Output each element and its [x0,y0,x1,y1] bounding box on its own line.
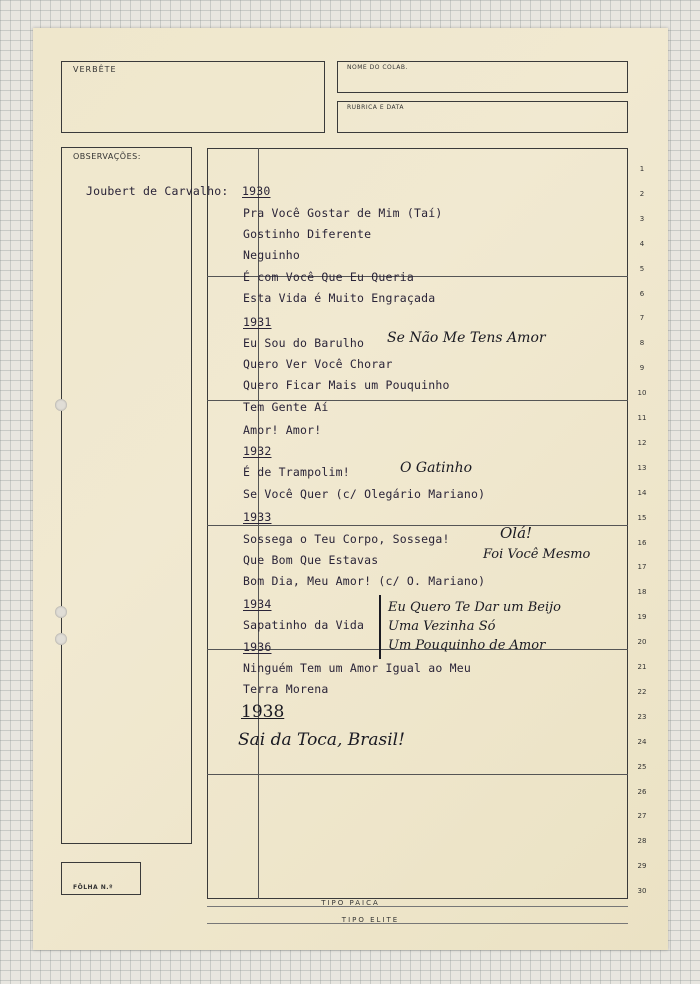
line-number: 29 [637,862,647,871]
handwritten-note: Foi Você Mesmo [483,547,591,562]
year-1934: 1934 [243,597,272,611]
handwritten-note: Eu Quero Te Dar um Beijo [388,600,561,615]
line-number: 21 [637,663,647,671]
footer-elite-label: TIPO ELITE [341,916,400,924]
line-number: 15 [637,513,647,522]
line-number: 25 [637,762,647,771]
rubrica-data-label: RUBRICA E DATA [347,104,404,111]
punch-hole [55,399,67,411]
line-number: 20 [637,638,647,647]
song-line: Quero Ver Você Chorar [243,357,393,371]
handwritten-note: Sai da Toca, Brasil! [238,730,405,750]
line-number: 6 [639,289,645,298]
handwritten-bracket [379,595,381,659]
line-number: 12 [637,438,647,447]
line-number: 26 [637,787,647,796]
footer-paica-label: TIPO PAICA [321,899,380,907]
song-line: É com Você Que Eu Queria [243,270,414,284]
line-number: 13 [637,463,647,472]
nome-colab-label: NOME DO COLAB. [347,64,408,71]
folha-label: FÔLHA N.º [73,884,113,891]
observacoes-label: OBSERVAÇÕES: [73,152,141,161]
verbete-label: VERBÊTE [73,65,117,74]
handwritten-note: Um Pouquinho de Amor [388,638,546,653]
line-number: 10 [637,389,647,398]
rule-15 [207,525,628,526]
line-number: 24 [637,737,647,746]
song-line: Que Bom Que Estavas [243,553,379,567]
song-line: Sossega o Teu Corpo, Sossega! [243,532,450,546]
line-number: 30 [637,887,647,896]
handwritten-note: O Gatinho [400,460,473,476]
line-number: 2 [639,189,645,198]
song-line: Quero Ficar Mais um Pouquinho [243,378,450,392]
punch-hole [55,633,67,645]
line-number: 1 [639,165,645,173]
song-line: Sapatinho da Vida [243,618,365,632]
song-line: É de Trampolim! [243,465,350,479]
observacoes-box [61,147,192,844]
handwritten-note: Se Não Me Tens Amor [387,330,546,346]
line-number: 28 [637,837,647,846]
author-name: Joubert de Carvalho: [86,184,229,198]
line-number: 14 [637,488,647,497]
song-line: Bom Dia, Meu Amor! (c/ O. Mariano) [243,574,486,588]
punch-hole [55,606,67,618]
line-number: 11 [637,414,647,422]
line-number: 23 [637,712,647,721]
line-number: 3 [639,214,645,223]
song-line: Tem Gente Aí [243,400,329,414]
year-1933: 1933 [243,510,272,524]
line-number: 7 [639,314,645,323]
song-line: Ninguém Tem um Amor Igual ao Meu [243,661,471,675]
line-number: 8 [639,339,645,348]
song-line: Neguinho [243,248,300,262]
line-number: 9 [639,364,645,373]
line-number: 19 [637,613,647,622]
song-line: Se Você Quer (c/ Olegário Mariano) [243,487,486,501]
handwritten-note: Uma Vezinha Só [388,619,496,634]
line-number: 4 [639,239,645,248]
line-number: 16 [637,538,647,547]
handwritten-note: Olá! [500,524,533,542]
song-line: Gostinho Diferente [243,227,372,241]
handwritten-year-1938: 1938 [241,702,285,722]
song-line: Esta Vida é Muito Engraçada [243,291,436,305]
year-1931: 1931 [243,315,272,329]
form-sheet [33,28,668,950]
year-1936: 1936 [243,640,272,654]
rule-25 [207,774,628,775]
line-number: 22 [637,687,647,696]
song-line: Terra Morena [243,682,329,696]
line-number: 17 [637,563,647,572]
line-number: 18 [637,588,647,597]
line-number: 27 [637,812,647,821]
year-1932: 1932 [243,444,272,458]
song-line: Amor! Amor! [243,423,322,437]
song-line: Eu Sou do Barulho [243,336,365,350]
song-line: Pra Você Gostar de Mim (Taí) [243,206,443,220]
line-number: 5 [639,264,645,273]
year-1930: 1930 [242,184,271,198]
